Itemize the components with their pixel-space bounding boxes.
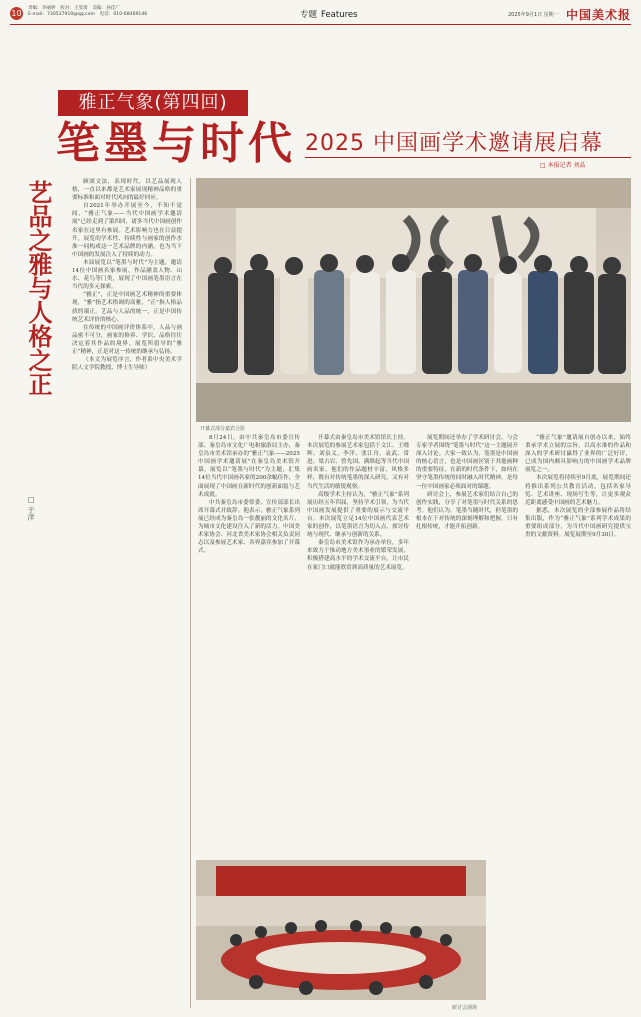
article-paragraph: 开幕式由秦皇岛市美术馆馆长主持。本次展览的参展艺术家包括于文江、王晓辉、刘泉义、李洋、张江舟、袁武、常进、梁占岩、曾先国、满维起等当代中国画名家，他们的作品题材丰富、风格多样，既有对传统笔墨的深入研究，又有对当代生活的敏锐观察。 — [307, 435, 409, 490]
article-column — [307, 434, 409, 858]
headline-rule — [305, 157, 631, 158]
article-paragraph: 研讨会上，参展艺术家们结合自己的创作实践，分享了对笔墨与时代关系的思考。他们认为，笔墨当随时代，但笔墨的根本在于对传统的深刻理解和把握，只有扎根传统，才能开拓创新。 — [416, 491, 518, 531]
article-column — [198, 434, 300, 555]
article-paragraph: 8月24日，由中共秦皇岛市委宣传部、秦皇岛市文化广电和旅游局主办，秦皇岛市美术馆承办的“雅正气象——2025中国画学术邀请展”在秦皇岛美术馆开幕。展览以“笔墨与时代”为主题，汇集14位当代中国画名家的200余幅佳作，全面展现了中国画在新时代的创新面貌与艺术成就。 — [198, 435, 300, 498]
sidebar-title: 艺品之雅与人格之正 — [24, 180, 52, 396]
article-column — [416, 434, 518, 531]
section-name-en: Features — [321, 10, 358, 20]
byline: □ 本报记者 刘晶 — [540, 162, 586, 169]
editor-contact: E-mail：730537910@qq.com 电话：010-68469146 — [28, 12, 148, 17]
essay-paragraph: “雅正”，正是中国画艺术精神的重要体现，“雅”指艺术格调的高雅，“正”指人格品质的端正。艺品与人品的统一，正是中国传统艺术评价的核心。 — [72, 292, 182, 323]
article-column — [525, 434, 631, 539]
article-paragraph: 本次展览将持续至9月底，展览期间还将推出系列公共教育活动，包括名家导览、艺术讲座、现场写生等，让更多观众近距离感受中国画的艺术魅力。 — [525, 475, 631, 506]
article-paragraph: “雅正气象”邀请展自创办以来，始终秉承学术立展的宗旨，以高水准的作品和深入的学术研讨赢得了业界的广泛好评，已成为国内颇具影响力的中国画学术品牌展览之一。 — [525, 435, 631, 474]
group-photo-caption: 开幕式部分嘉宾合影 — [200, 426, 246, 432]
sub-headline: 2025 中国画学术邀请展启幕 — [305, 131, 603, 156]
article-paragraph: 高级学术主持认为，“雅正气象”系列展历经五年四届，坚持学术引领，为当代中国画发展提供了重要的展示与交流平台。本次展览立足14位中国画代表艺术家的创作，以笔墨语言为切入点，探讨传统与现代、继承与创新的关系。 — [307, 491, 409, 539]
essay-paragraph: 自2021年举办开展至今，不知不觉间，“雅正气象——当代中国画学术邀请展”已经走到了第四回，诸多当代中国画创作名家在这里有参展。艺术影响力也在日益提升，展览的学术性、持续性与画家的创作水准一同构成这一艺术品牌的内涵，也为当下中国画的发展注入了持续的动力。 — [72, 203, 182, 258]
article-paragraph: 展览期间还举办了学术研讨会，与会专家学者围绕“笔墨与时代”这一主题展开深入讨论。大家一致认为，笔墨是中国画的核心语言，也是中国画区别于其他画种的重要特征。在新的时代条件下，如何在坚守笔墨传统的同时融入时代精神，是每一位中国画家必须面对的课题。 — [416, 435, 518, 490]
article-paragraph: 秦皇岛市美术馆作为承办单位，多年来致力于推动地方美术事业的繁荣发展，积极搭建高水平的学术交流平台，让市民在家门口就能欣赏到高质量的艺术展览。 — [307, 540, 409, 571]
article-paragraph: 中共秦皇岛市委常委、宣传部部长出席开幕式并致辞。他表示，雅正气象系列展已经成为秦皇岛一张靓丽的文化名片，为城市文化建设注入了新的活力。中国美术家协会、河北省美术家协会相关负责同志以及参展艺术家、各界嘉宾参加了开幕式。 — [198, 499, 300, 555]
issue-date: 2025年9月1日 星期一 — [508, 12, 559, 18]
essay-paragraph: 顾颂文法，表现时代，以艺品展现人格，一直以来都是艺术家展现精神品格的重要标准和面对时代风向的最好回应。 — [72, 179, 182, 202]
essay-paragraph: （本文为展览序言，作者系中央美术学院人文学院教授、博士生导师） — [72, 357, 182, 372]
page-number: 10 — [11, 9, 22, 18]
sidebar-author: □ 于洋 — [27, 496, 35, 521]
forum-photo — [196, 860, 486, 1000]
essay-paragraph: 在传统的中国画评价体系中，人品与画品密不可分，画家的修养、学识、品格往往决定着其作品的境界。展览所倡导的“雅正”精神，正是对这一传统的继承与弘扬。 — [72, 324, 182, 355]
page-header — [10, 6, 631, 25]
editor-credits — [28, 6, 147, 18]
section-name: 专题 — [300, 10, 318, 20]
group-photo — [196, 178, 631, 422]
forum-photo-caption: 研讨会现场 — [452, 1005, 478, 1011]
section-label — [300, 8, 358, 20]
headline: 笔墨与时代 — [56, 118, 296, 169]
essay-paragraph: 本届展览以“笔墨与时代”为主题，邀请14位中国画名家参展，作品涵盖人物、山水、花鸟等门类，展现了中国画笔墨语言在当代的多元探索。 — [72, 259, 182, 291]
sidebar-essay — [72, 178, 182, 372]
editor-names: 责编：李丽婷 校对：王雯琦 美编：孙佳广 — [28, 6, 120, 11]
article-paragraph: 据悉，本次展览的全部参展作品将结集出版，作为“雅正气象”系列学术成果的重要组成部分，为当代中国画研究提供宝贵的文献资料。展览展期至9月30日。 — [525, 507, 631, 539]
column-divider — [190, 178, 191, 1008]
masthead-logo: 中国美术报 — [566, 8, 632, 22]
series-label: 雅正气象(第四回) — [58, 90, 248, 116]
